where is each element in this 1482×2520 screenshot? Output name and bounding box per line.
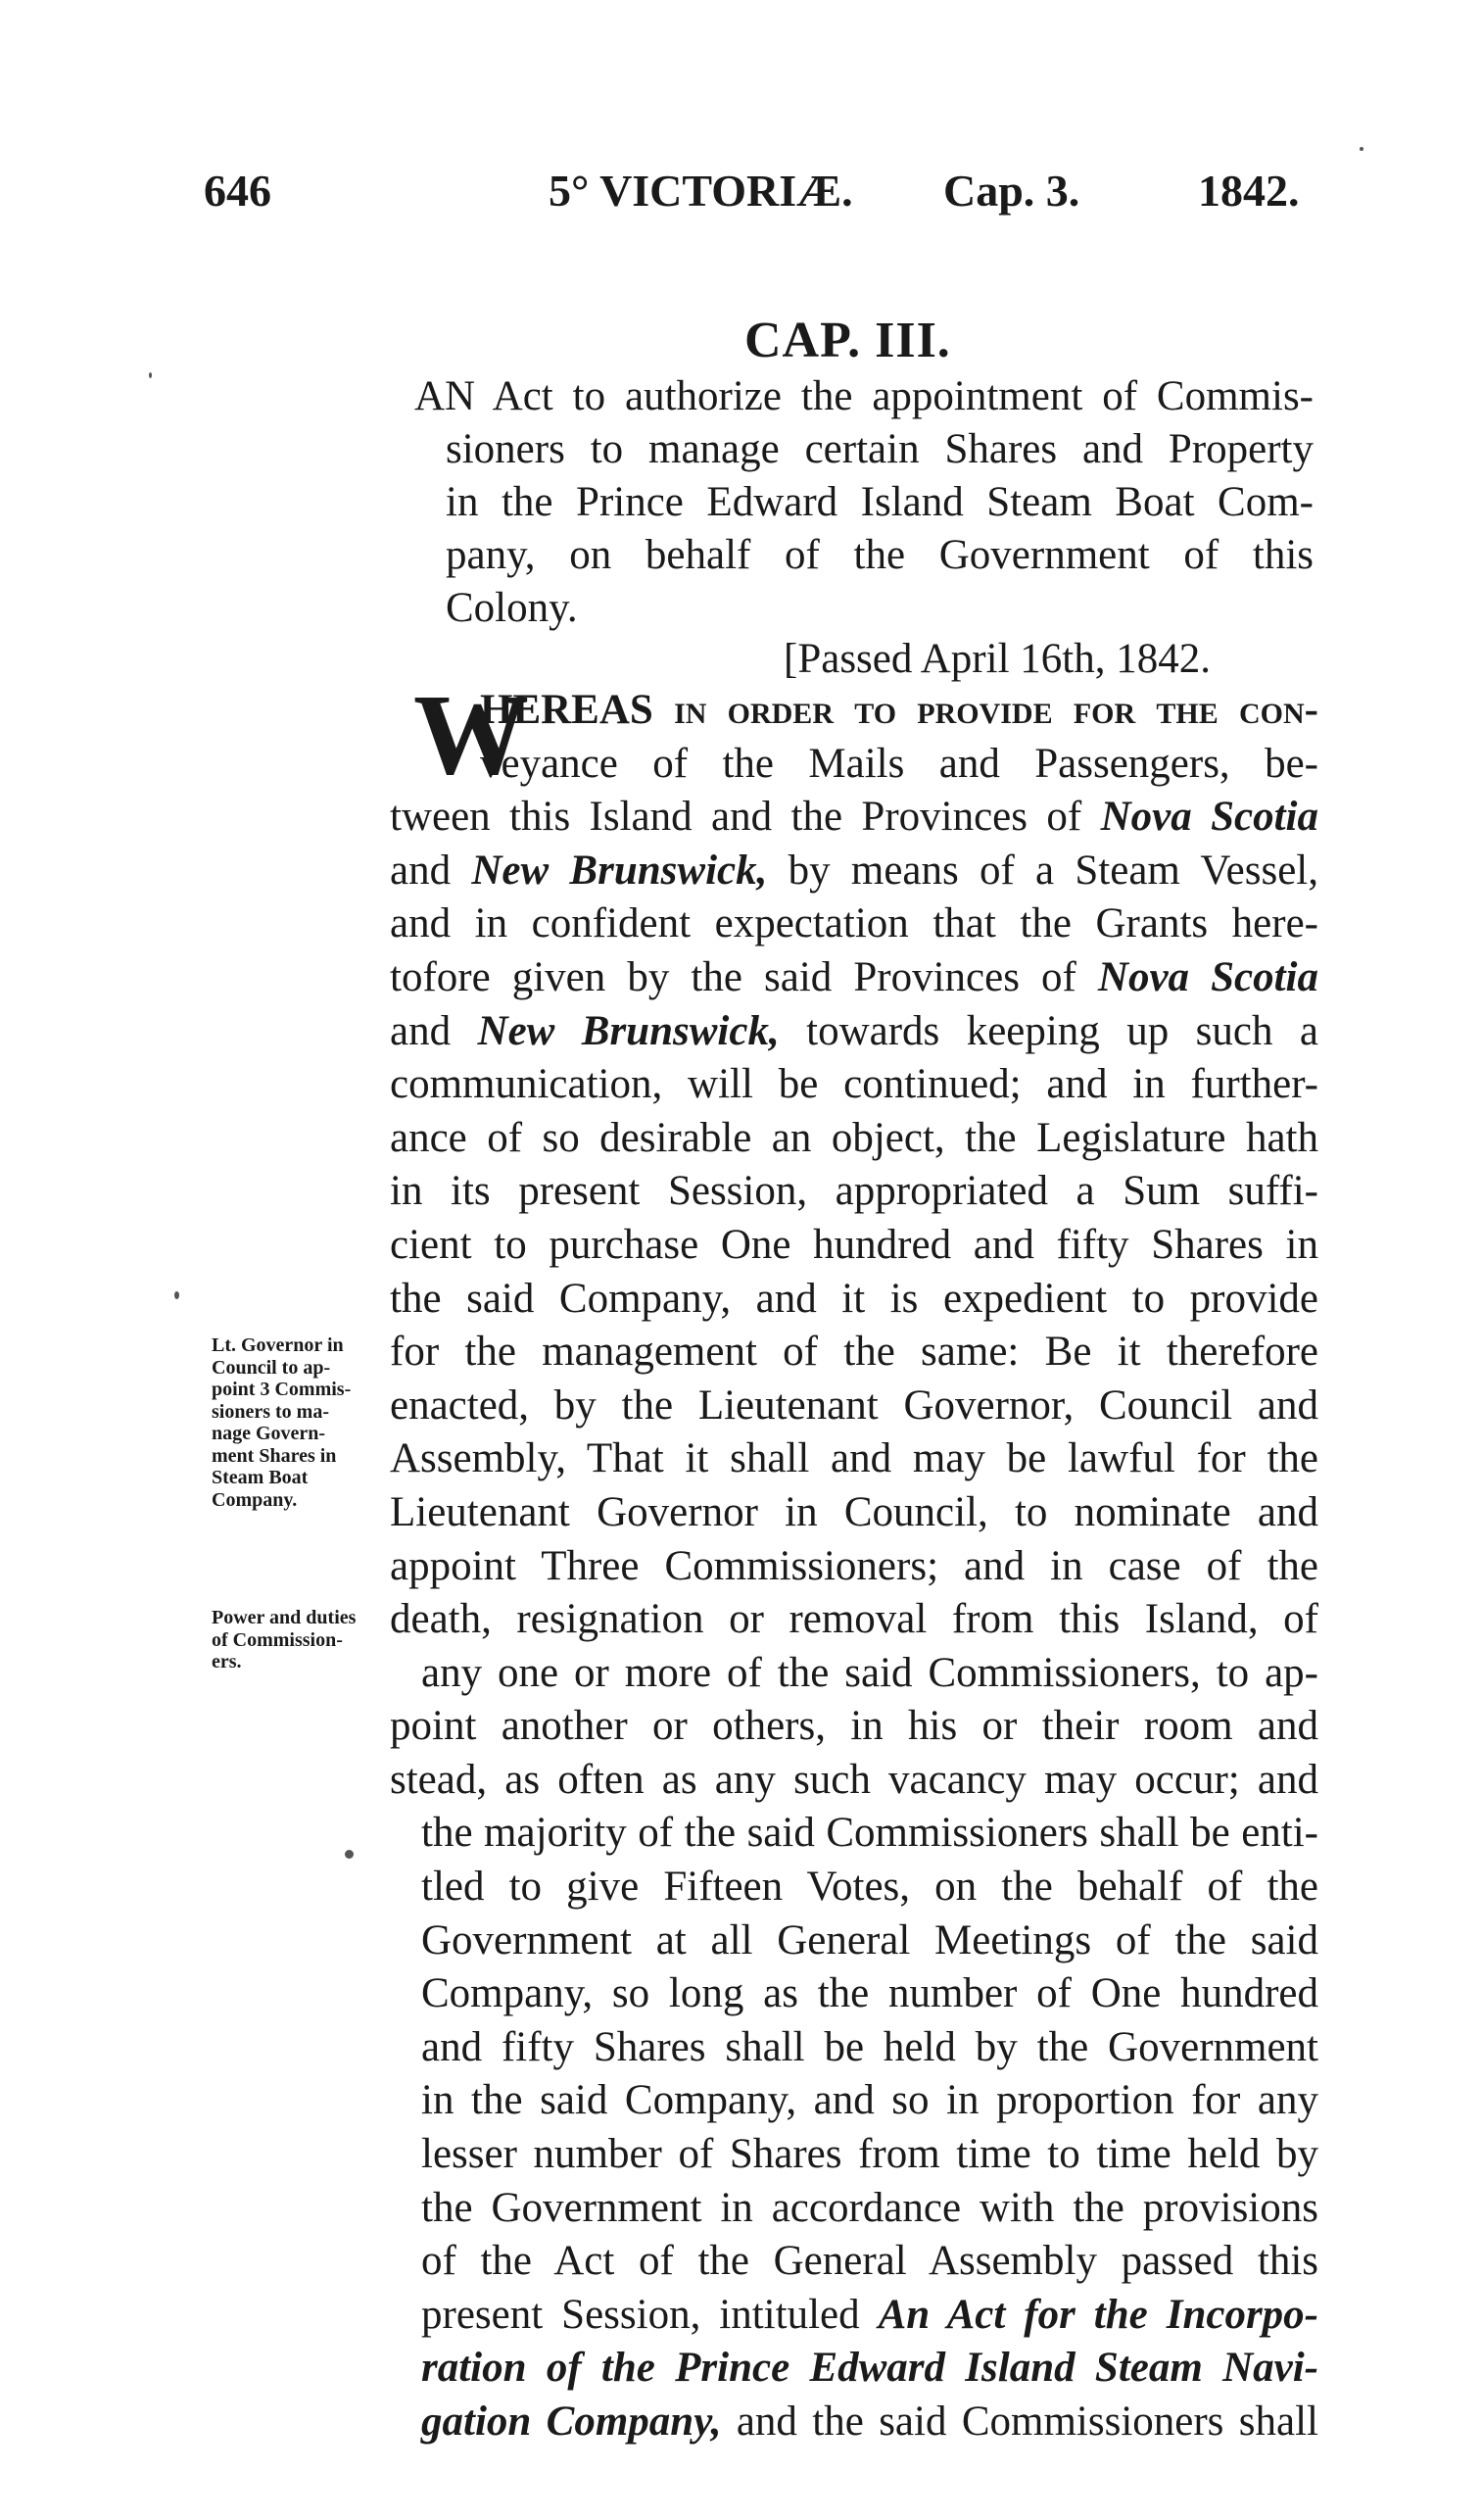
page-number: 646 <box>204 166 271 216</box>
body-line: cient to purchase One hundred and fifty Shares in <box>390 1221 1318 1268</box>
body-line: veyance of the Mails and Passengers, be- <box>480 740 1318 787</box>
act-title-line: sioners to manage certain Shares and Property <box>446 426 1314 472</box>
body-line: the Government in accordance with the provisions <box>421 2184 1318 2231</box>
body-line: stead, as often as any such vacancy may occur; and <box>390 1756 1318 1803</box>
body-line: ration of the Prince Edward Island Steam Navi- <box>421 2345 1318 2392</box>
body-line: in its present Session, appropriated a Sum suffi- <box>390 1168 1318 1215</box>
chapter-number: Cap. 3. <box>943 166 1080 216</box>
reign-title: 5° VICTORIÆ. <box>549 166 853 216</box>
running-header <box>204 165 1330 223</box>
act-title-line: Colony. <box>446 585 578 631</box>
body-line: any one or more of the said Commissioners, to ap- <box>421 1649 1318 1696</box>
body-line: for the management of the same: Be it therefore <box>390 1329 1318 1376</box>
body-line: Assembly, That it shall and may be lawful for the <box>390 1435 1318 1482</box>
act-title <box>414 370 1314 635</box>
body-line: lesser number of Shares from time to time held by <box>421 2131 1318 2178</box>
body-line: of the Act of the General Assembly passed this <box>421 2238 1318 2285</box>
body-line: tled to give Fifteen Votes, on the behalf of the <box>421 1864 1318 1911</box>
act-title-line: in the Prince Edward Island Steam Boat Com- <box>446 479 1314 525</box>
scan-speck <box>149 372 152 378</box>
body-line: appoint Three Commissioners; and in case of the <box>390 1542 1318 1589</box>
body-line: Company, so long as the number of One hundred <box>421 1970 1318 2017</box>
chapter-heading: CAP. III. <box>744 313 951 368</box>
marginal-note-powers: Power and duties of Commission- ers. <box>212 1607 357 1672</box>
passed-date: [Passed April 16th, 1842. <box>784 636 1211 682</box>
body-line: the said Company, and it is expedient to provide <box>390 1275 1318 1322</box>
body-line: communication, will be continued; and in further- <box>390 1061 1318 1108</box>
marginal-note-appointment: Lt. Governor in Council to ap- point 3 Commis- sioners to ma- nage Govern- ment Shares in Steam Boat Company. <box>212 1334 352 1511</box>
scan-speck <box>345 1850 354 1859</box>
act-title-line: pany, on behalf of the Government of this <box>446 532 1314 578</box>
scan-speck <box>1360 147 1363 151</box>
year: 1842. <box>1198 166 1300 216</box>
body-line: and New Brunswick, by means of a Steam Vessel, <box>390 847 1318 894</box>
body-line: point another or others, in his or their room and <box>390 1703 1318 1750</box>
body-line: the majority of the said Commissioners shall be enti- <box>421 1810 1318 1857</box>
body-line: tofore given by the said Provinces of Nova Scotia <box>390 953 1318 1000</box>
body-line: HEREAS in order to provide for the con- <box>480 687 1318 733</box>
body-line: in the said Company, and so in proportion for any <box>421 2077 1318 2124</box>
body-line: tween this Island and the Provinces of Nova Scotia <box>390 794 1318 841</box>
body-line: enacted, by the Lieutenant Governor, Council and <box>390 1381 1318 1429</box>
act-title-line: AN Act to authorize the appointment of Commis- <box>414 373 1314 419</box>
body-line: Government at all General Meetings of the said <box>421 1916 1318 1963</box>
scan-speck <box>174 1291 179 1299</box>
body-line: and in confident expectation that the Grants here- <box>390 900 1318 947</box>
body-line: and fifty Shares shall be held by the Government <box>421 2023 1318 2070</box>
body-line: Lieutenant Governor in Council, to nominate and <box>390 1488 1318 1535</box>
drop-cap: W <box>413 670 529 799</box>
body-line: present Session, intituled An Act for the Incorpo- <box>421 2291 1319 2338</box>
body-line: gation Company, and the said Commissioners shall <box>421 2399 1319 2445</box>
act-body <box>390 670 1319 2449</box>
body-line: ance of so desirable an object, the Legislature hath <box>390 1114 1318 1161</box>
body-line: and New Brunswick, towards keeping up such a <box>390 1007 1318 1054</box>
body-line: death, resignation or removal from this Island, of <box>390 1596 1318 1643</box>
